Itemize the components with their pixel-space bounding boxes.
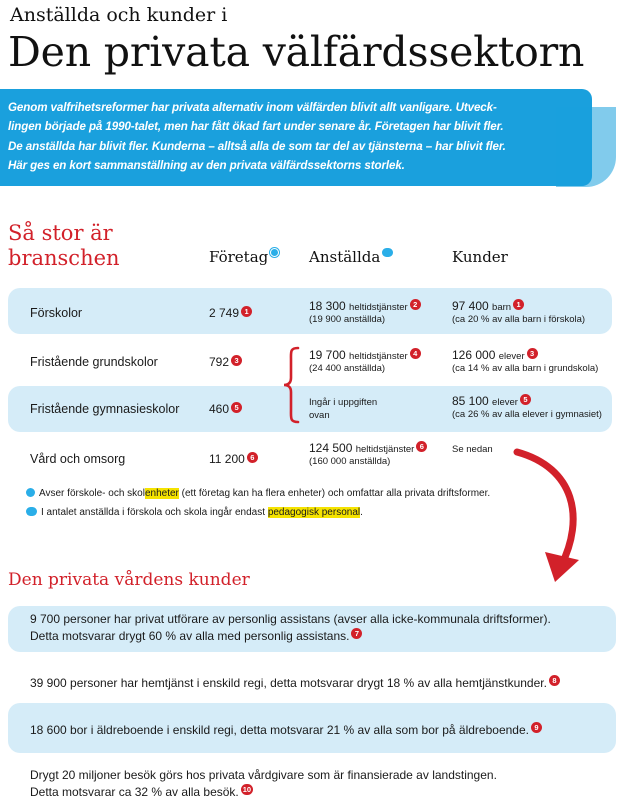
intro-line: Här ges en kort sammanställning av den privata välfärdssektorns storlek.	[8, 158, 405, 172]
section-heading-line: Så stor är	[8, 221, 113, 245]
subtext: (ca 20 % av alla barn i förskola)	[452, 314, 586, 325]
footnote-1	[26, 488, 490, 499]
page-subtitle: Anställda och kunder i	[10, 4, 228, 26]
footnote-marker-icon	[26, 507, 37, 516]
subtext: (ca 26 % av alla elever i gymnasiet)	[452, 409, 602, 420]
footnote-text: .	[360, 507, 363, 518]
note-badge: 4	[410, 348, 421, 359]
column-header-customers	[452, 248, 508, 266]
note-badge: 6	[247, 452, 258, 463]
row-name: Fristående grundskolor	[30, 355, 158, 369]
column-header-companies	[209, 248, 279, 266]
note-badge: 2	[410, 299, 421, 310]
column-header-employees	[309, 248, 393, 266]
unit: elever	[498, 351, 525, 362]
companies-value	[209, 306, 252, 320]
care-item	[30, 675, 560, 692]
care-item	[30, 767, 497, 801]
care-item-line: 18 600 bor i äldreboende i enskild regi, detta motsvarar 21 % av alla som bor på äldreboende.	[30, 723, 529, 737]
text-line: ovan	[309, 410, 330, 421]
note-badge: 3	[527, 348, 538, 359]
footnote-marker-icon	[26, 488, 35, 497]
care-item-line: Detta motsvarar drygt 60 % av alla med personlig assistans.	[30, 629, 350, 643]
row-name: Vård och omsorg	[30, 452, 126, 466]
curved-arrow-icon	[505, 448, 595, 598]
footnote-marker-icon	[382, 248, 393, 257]
unit: heltidstjänster	[349, 351, 408, 362]
unit: barn	[492, 302, 512, 313]
highlighted-text: enheter	[144, 488, 179, 499]
care-item	[30, 722, 542, 739]
highlighted-text: pedagogisk personal	[267, 507, 361, 518]
value: 11 200	[209, 452, 245, 466]
footnote-2	[26, 507, 363, 518]
footnote-text: Avser förskole- och skol	[39, 488, 145, 499]
note-badge: 10	[242, 785, 252, 794]
companies-value	[209, 355, 242, 369]
value: 460	[209, 402, 230, 416]
companies-value	[209, 402, 242, 416]
value: 19 700	[309, 348, 346, 362]
note-badge: 9	[531, 722, 542, 733]
grouping-brace-icon	[282, 346, 300, 424]
intro-line: Genom valfrihetsreformer har privata alternativ inom välfärden blivit allt vanligare. Utveck-	[8, 101, 497, 114]
unit: heltidstjänster	[355, 444, 415, 455]
note-badge: 8	[549, 675, 560, 686]
note-badge: 1	[241, 306, 252, 317]
column-header-label: Kunder	[452, 248, 508, 266]
footnote-text: (ett företag kan ha flera enheter) och omfattar alla privata driftsformer.	[178, 488, 491, 499]
employees-value	[309, 441, 427, 467]
care-heading: Den privata vårdens kunder	[8, 570, 250, 590]
subtext: (ca 14 % av alla barn i grundskola)	[452, 363, 599, 374]
care-item-line: Detta motsvarar ca 32 % av alla besök.	[30, 785, 239, 799]
care-item-line: 39 900 personer har hemtjänst i enskild regi, detta motsvarar drygt 18 % av alla hemtjänstkunder.	[30, 676, 547, 690]
row-name: Förskolor	[30, 306, 83, 320]
row-name: Fristående gymnasieskolor	[30, 402, 180, 416]
value: 85 100	[452, 394, 489, 408]
footnote-marker-icon	[270, 248, 279, 257]
companies-value	[209, 452, 258, 466]
footnote-text: I antalet anställda i förskola och skola ingår endast	[41, 507, 268, 518]
unit: elever	[492, 397, 518, 408]
intro-line: De anställda har blivit fler. Kunderna – alltså alla de som tar del av tjänsterna – har blivit fler.	[8, 139, 506, 153]
note-badge: 1	[513, 299, 524, 310]
care-item-line: Drygt 20 miljoner besök görs hos privata vårdgivare som är finansierade av landstingen.	[30, 768, 497, 782]
subtext: (160 000 anställda)	[309, 456, 391, 467]
customers-value	[452, 348, 598, 374]
note-badge: 7	[351, 628, 362, 639]
section-heading-line: branschen	[8, 246, 120, 270]
text-line: Ingår i uppgiften	[309, 397, 378, 408]
value: 97 400	[452, 299, 489, 313]
value: 792	[209, 355, 230, 369]
customers-value: Se nedan	[452, 444, 493, 455]
column-header-label: Anställda	[309, 248, 381, 266]
employees-value	[309, 396, 377, 422]
employees-value	[309, 299, 421, 325]
section-heading	[8, 221, 120, 271]
note-badge: 3	[231, 355, 242, 366]
value: 18 300	[309, 299, 346, 313]
page-title: Den privata välfärdssektorn	[8, 28, 585, 76]
care-item-line: 9 700 personer har privat utförare av personlig assistans (avser alla icke-kommunala driftsformer).	[30, 612, 551, 626]
care-item	[30, 611, 551, 645]
intro-line: lingen började på 1990-talet, men har fått ökad fart under senare år. Företagen har blivit fler.	[8, 120, 504, 134]
note-badge: 5	[231, 402, 242, 413]
column-header-label: Företag	[209, 248, 269, 266]
unit: heltidstjänster	[349, 302, 408, 313]
subtext: (24 400 anställda)	[309, 363, 386, 374]
note-badge: 5	[520, 394, 531, 405]
value: 124 500	[309, 441, 353, 455]
customers-value	[452, 394, 602, 420]
subtext: (19 900 anställda)	[309, 314, 386, 325]
value: 126 000	[452, 348, 496, 362]
intro-text	[8, 98, 573, 175]
employees-value	[309, 348, 421, 374]
customers-value	[452, 299, 585, 325]
note-badge: 6	[416, 441, 427, 452]
value: 2 749	[209, 306, 240, 320]
